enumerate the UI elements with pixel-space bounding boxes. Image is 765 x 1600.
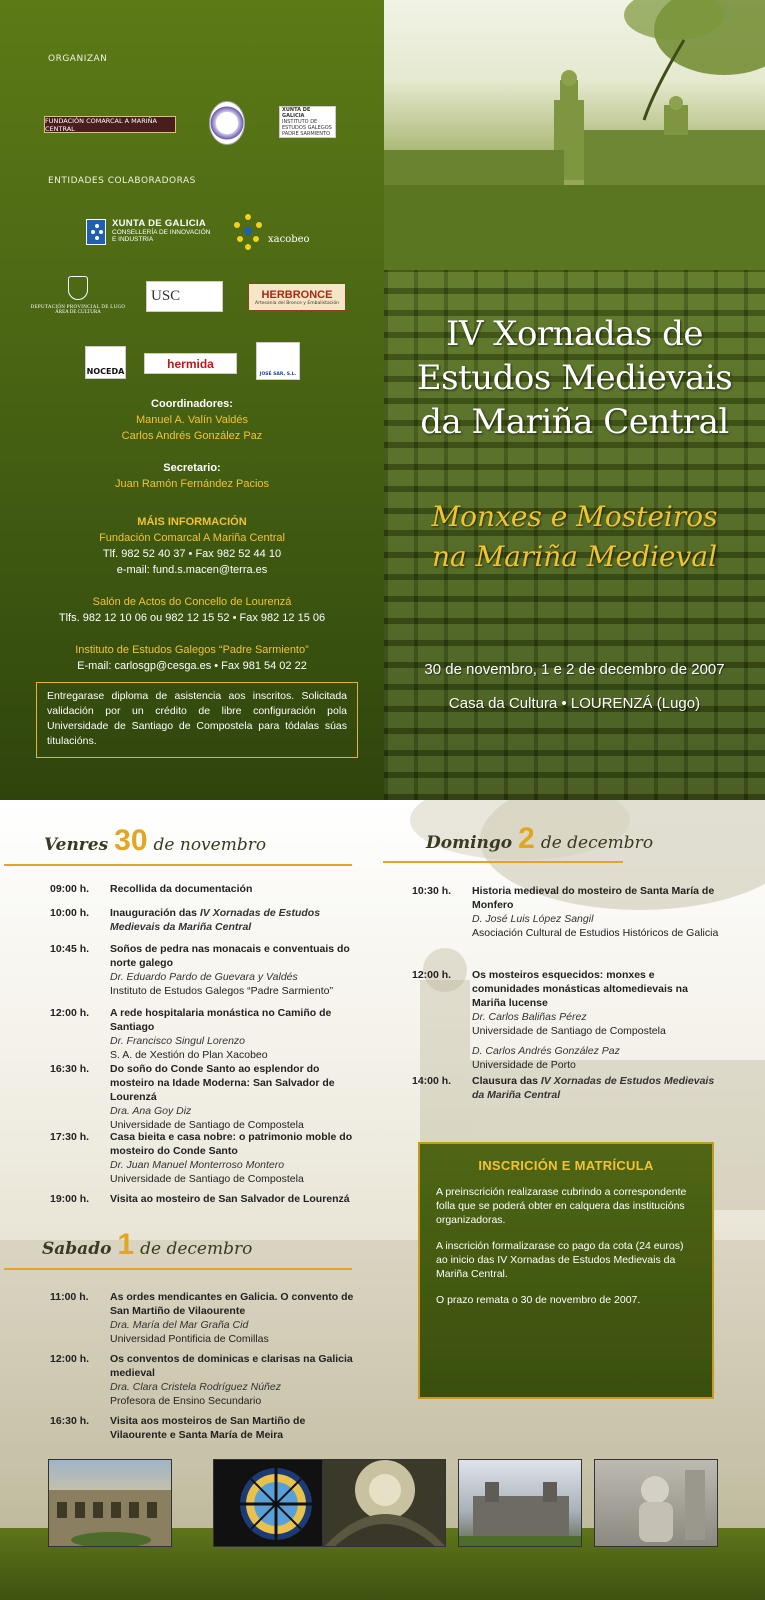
- domingo-heading: [426, 822, 653, 856]
- entry-speaker-2: D. Carlos Andrés González Paz: [472, 1045, 620, 1057]
- monastery-facade-photo: [458, 1459, 582, 1547]
- entry-title-italic: IV Xornadas de Estudos Medievais da Mariña Central: [472, 1075, 715, 1101]
- entry-title: Visita ao mosteiro de San Salvador de Lourenzá: [110, 1193, 350, 1205]
- emblem-logo: [209, 101, 245, 145]
- xunta-shield-icon: [86, 219, 106, 245]
- venres-underline: [4, 864, 352, 866]
- entry-speaker: D. José Luis López Sangil: [472, 913, 594, 925]
- venres-month: de novembro: [153, 835, 267, 855]
- title-line-3: da Mariña Central: [420, 402, 729, 442]
- noceda-logo: [85, 346, 126, 379]
- entry-title-pre: Clausura das: [472, 1075, 541, 1087]
- entry-institution: Universidade de Santiago de Compostela: [472, 1025, 666, 1037]
- entry-time: 19:00 h.: [50, 1193, 90, 1205]
- salon-tel: Tlfs. 982 12 10 06 ou 982 12 15 52 • Fax 982 12 15 06: [58, 612, 326, 624]
- entry-institution: S. A. de Xestión do Plan Xacobeo: [110, 1049, 268, 1061]
- entry-speaker: Dra. Clara Cristela Rodríguez Núñez: [110, 1381, 281, 1393]
- entry-time: 12:00 h.: [412, 969, 452, 981]
- entry-title: Casa bieita e casa nobre: o patrimonio moble do mosteiro do Conde Santo: [110, 1131, 353, 1157]
- entry-title: Visita aos mosteiros de San Martiño de Vilaourente e Santa María de Meira: [110, 1415, 306, 1441]
- entry-institution-2: Universidade de Porto: [472, 1059, 576, 1071]
- sabado-month: de decembro: [140, 1239, 253, 1259]
- entry-time: 10:45 h.: [50, 943, 90, 955]
- xacobeo-text: xacobeo: [268, 234, 310, 245]
- xunta-small-top-text: XUNTA DE GALICIA: [282, 107, 311, 119]
- entry-institution: Universidade de Santiago de Compostela: [110, 1173, 304, 1185]
- xunta-sub1-text: CONSELLERÍA DE INNOVACIÓN: [112, 229, 211, 236]
- venres-weekday: Venres: [44, 835, 109, 855]
- main-title: [384, 312, 765, 444]
- subtitle-line-2: na Mariña Medieval: [431, 540, 718, 573]
- title-line-1: IV Xornadas de: [445, 314, 704, 354]
- herbronce-sub-text: Artesanía del Bronce y Embalistación: [255, 300, 339, 306]
- entry-title-italic: IV Xornadas de Estudos Medievais da Mariña Central: [110, 907, 321, 933]
- registration-title: INSCRICIÓN E MATRÍCULA: [478, 1158, 654, 1173]
- usc-logo: [146, 281, 223, 312]
- organizan-label: ORGANIZAN: [48, 54, 108, 64]
- domingo-month: de decembro: [540, 833, 654, 853]
- diputacion-logo: [22, 305, 134, 315]
- noceda-text: NOCEDA: [86, 367, 125, 376]
- entry-speaker: Dr. Carlos Baliñas Pérez: [472, 1011, 587, 1023]
- hermida-logo: [144, 353, 237, 374]
- registration-box: [418, 1142, 714, 1399]
- diputacion-shield-icon: [68, 276, 88, 300]
- entry-speaker: Dr. Juan Manuel Monterroso Montero: [110, 1159, 285, 1171]
- xunta-sub2-text: E INDUSTRIA: [112, 236, 154, 243]
- domingo-underline: [383, 861, 623, 863]
- coordinador-1: Manuel A. Valín Valdés: [135, 414, 249, 426]
- entry-time: 14:00 h.: [412, 1075, 452, 1087]
- entry-time: 16:30 h.: [50, 1063, 90, 1075]
- herbronce-logo: [248, 283, 346, 311]
- instituto-email[interactable]: E-mail: carlosgp@cesga.es • Fax 981 54 02 22: [77, 660, 307, 672]
- entry-time: 09:00 h.: [50, 883, 90, 895]
- monastery-photo: [384, 0, 765, 270]
- sub-title: [384, 497, 765, 577]
- entry-time: 12:00 h.: [50, 1353, 90, 1365]
- entry-title: Os conventos de dominicas e clarisas na Galicia medieval: [110, 1353, 353, 1379]
- entry-title: Soños de pedra nas monacais e conventuais do norte galego: [110, 943, 350, 969]
- sabado-heading: [42, 1228, 252, 1262]
- diputacion-line2: ÁREA DE CULTURA: [55, 310, 101, 315]
- entry-title: Recollida da documentación: [110, 883, 253, 895]
- xunta-main-text: XUNTA DE GALICIA: [112, 218, 206, 229]
- registration-p3: O prazo remata o 30 de novembro de 2007.: [436, 1294, 641, 1306]
- entry-time: 12:00 h.: [50, 1007, 90, 1019]
- domingo-number: 2: [518, 822, 535, 855]
- subtitle-line-1: Monxes e Mosteiros: [431, 500, 718, 533]
- entry-title: As ordes mendicantes en Galicia. O convento de San Martiño de Vilaourente: [110, 1291, 354, 1317]
- xunta-instituto-logo: [279, 106, 336, 138]
- jose-sar-text: JOSÉ SAR, S.L.: [259, 372, 297, 377]
- salon-name: Salón de Actos do Concello de Lourenzá: [92, 596, 292, 608]
- entry-time: 10:00 h.: [50, 907, 90, 919]
- program-section: [0, 800, 765, 1600]
- entry-title: A rede hospitalaria monástica no Camiño de Santiago: [110, 1007, 332, 1033]
- instituto-name: Instituto de Estudos Galegos “Padre Sarmiento”: [75, 644, 309, 656]
- jose-sar-logo: [256, 342, 300, 380]
- cover-panel: [384, 0, 765, 800]
- xunta-small-bottom-text: INSTITUTO DE ESTUDOS GALEGOS PADRE SARMIENTO: [282, 119, 332, 137]
- cloister-photo: [48, 1459, 172, 1547]
- entry-speaker: Dra. Ana Goy Diz: [110, 1105, 192, 1117]
- coordinador-2: Carlos Andrés González Paz: [121, 430, 263, 442]
- entry-time: 11:00 h.: [50, 1291, 89, 1303]
- entry-institution: Profesora de Ensino Secundario: [110, 1395, 262, 1407]
- entry-title: Os mosteiros esquecidos: monxes e comunidades monásticas altomedievais na Mariña lucense: [472, 969, 688, 1009]
- fundacion-tel: Tlf. 982 52 40 37 • Fax 982 52 44 10: [102, 548, 282, 560]
- venres-heading: [44, 824, 266, 858]
- entry-speaker: Dr. Francisco Singul Lorenzo: [110, 1035, 246, 1047]
- event-venue: Casa da Cultura • LOURENZÁ (Lugo): [448, 695, 701, 712]
- diputacion-line1: DEPUTACIÓN PROVINCIAL DE LUGO: [30, 305, 126, 310]
- sabado-underline: [4, 1268, 352, 1270]
- herbronce-text: HERBRONCE: [261, 288, 333, 301]
- colaboradoras-label: ENTIDADES COLABORADORAS: [48, 176, 196, 186]
- event-dates: 30 de novembro, 1 e 2 de decembro de 2007: [424, 661, 725, 678]
- diploma-notice: Entregarase diploma de asistencia aos inscritos. Solicitada validación por un crédito de libre configuración pola Universidade de Santiago de Compostela para tódalas súas titulacións.: [36, 682, 358, 758]
- coordinadores-label: Coordinadores:: [151, 398, 233, 410]
- secretario-label: Secretario:: [163, 462, 221, 474]
- entry-institution: Universidad Pontificia de Comillas: [110, 1333, 269, 1345]
- xunta-logo-text: [112, 218, 211, 243]
- registration-p1: A preinscrición realizarase cubrindo a correspondente folla que se poderá obter en calquera das institucións organizadoras.: [436, 1186, 687, 1226]
- entry-institution: Universidade de Santiago de Compostela: [110, 1119, 304, 1131]
- sabado-weekday: Sabado: [42, 1239, 112, 1259]
- mais-info-label: MÁIS INFORMACIÓN: [137, 516, 247, 528]
- title-line-2: Estudos Medievais: [416, 358, 733, 398]
- hermida-text: hermida: [167, 356, 214, 371]
- registration-p2: A inscrición formalizarase co pago da cota (24 euros) ao inicio das IV Xornadas de Estudos Medievais da Mariña Central.: [436, 1240, 684, 1280]
- entry-time: 16:30 h.: [50, 1415, 90, 1427]
- domingo-weekday: Domingo: [426, 833, 513, 853]
- entry-time: 10:30 h.: [412, 885, 452, 897]
- entry-institution: Instituto de Estudos Galegos “Padre Sarmiento”: [110, 985, 333, 997]
- usc-text: USC: [151, 288, 181, 304]
- fundacion-email[interactable]: e-mail: fund.s.macen@terra.es: [116, 564, 268, 576]
- stone-sculpture-photo: [594, 1459, 718, 1547]
- fundacion-name: Fundación Comarcal A Mariña Central: [99, 532, 285, 544]
- fundacion-logo: FUNDACIÓN COMARCAL A MARIÑA CENTRAL: [44, 116, 176, 133]
- entry-speaker: Dra. María del Mar Graña Cid: [110, 1319, 249, 1331]
- entry-speaker: Dr. Eduardo Pardo de Guevara y Valdés: [110, 971, 298, 983]
- sabado-number: 1: [117, 1228, 135, 1261]
- venres-number: 30: [114, 824, 148, 857]
- secretario-name: Juan Ramón Fernández Pacios: [114, 478, 270, 490]
- info-panel: [0, 0, 384, 800]
- entry-time: 17:30 h.: [50, 1131, 90, 1143]
- dome-photo: [322, 1459, 446, 1547]
- entry-institution: Asociación Cultural de Estudios Históricos de Galicia: [472, 927, 719, 939]
- entry-title-pre: Inauguración das: [110, 907, 200, 919]
- entry-title: Historia medieval do mosteiro de Santa María de Monfero: [472, 885, 715, 911]
- xacobeo-star-icon: [228, 211, 268, 253]
- rose-window-photo: [213, 1459, 337, 1547]
- entry-title: Do soño do Conde Santo ao esplendor do mosteiro na Idade Moderna: San Salvador de Lourenzá: [110, 1063, 335, 1103]
